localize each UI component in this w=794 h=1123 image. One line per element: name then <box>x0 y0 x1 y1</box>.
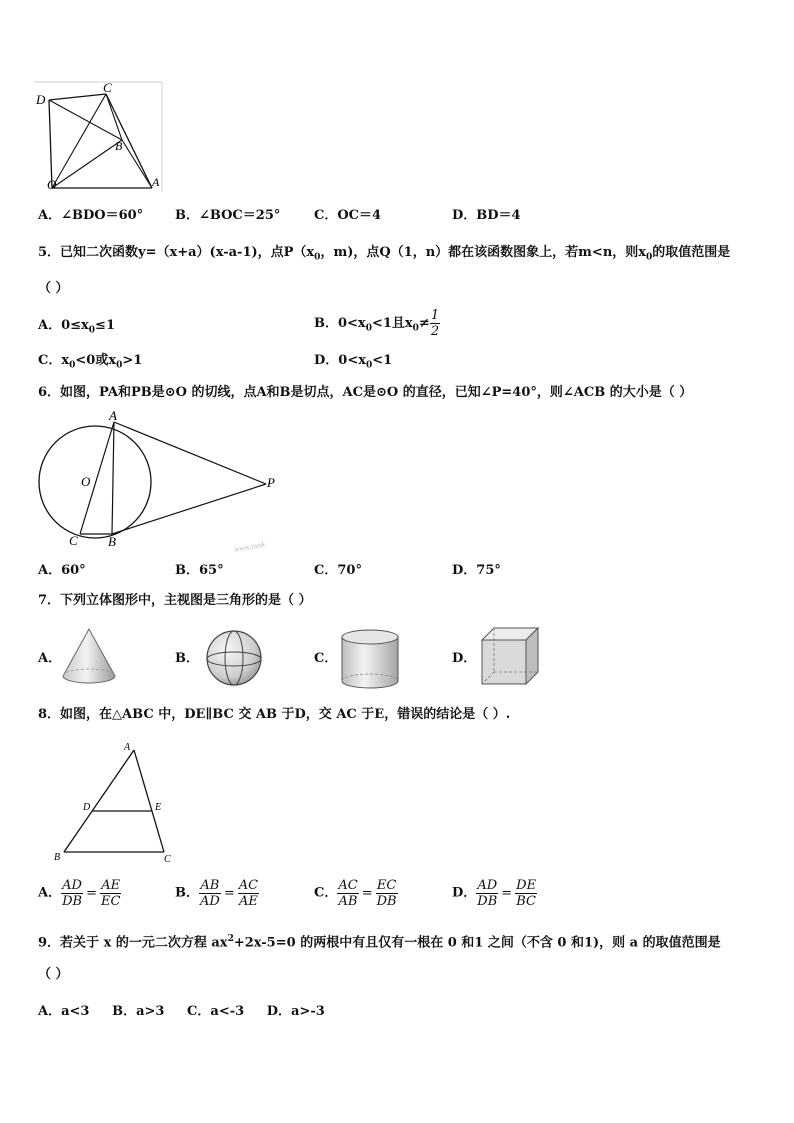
q5-option-a-text: A．0≤x <box>38 318 89 333</box>
q5-option-c-text2: <0或x <box>75 353 117 368</box>
q4-option-d[interactable]: D．BD＝4 <box>452 208 521 223</box>
q8-b-d2: AE <box>238 894 258 909</box>
q4-option-b[interactable]: B．∠BOC＝25° <box>175 208 281 223</box>
q8-option-a-frac2 <box>100 878 121 909</box>
q5-option-c-text3: >1 <box>122 353 143 368</box>
q8-c-d1: AB <box>338 894 358 909</box>
cube-icon <box>478 624 542 688</box>
q8-option-d-frac1 <box>476 878 498 909</box>
q5-option-b-text: B．0<x <box>314 316 366 331</box>
q4-seg-BA <box>122 140 152 188</box>
q8-question: 8．如图，在△ABC 中，DE∥BC 交 AB 于D，交 AC 于E，错误的结论是（ ）. <box>38 707 511 722</box>
q4-figure <box>30 80 170 195</box>
q9-text-2: +2x-5=0 的两根中有且仅有一根在 0 和1 之间（不含 0 和1)，则 a 的取值范围是 <box>233 935 721 951</box>
q8-d-d1: DB <box>477 894 498 909</box>
q8-seg-AC <box>134 750 164 852</box>
q8-option-b-frac2 <box>238 878 259 909</box>
q4-option-c[interactable]: C．OC＝4 <box>314 208 382 223</box>
q5-option-d-text: D．0<x <box>314 353 366 368</box>
q6-tangent-PB <box>112 484 266 534</box>
q8-option-b-frac1 <box>199 878 221 909</box>
q6-option-d[interactable]: D．75° <box>452 563 501 578</box>
q8-option-c-frac1 <box>337 878 358 909</box>
q8-a-n2: AE <box>101 878 121 893</box>
q5-frac-den: 2 <box>430 324 440 339</box>
q8-a-eq: = <box>86 885 97 901</box>
q5-option-a[interactable] <box>38 317 115 340</box>
q8-d-n1: AD <box>477 878 498 893</box>
q5-option-a-text2: ≤1 <box>95 318 115 333</box>
q8-option-c-label: C． <box>314 885 338 901</box>
q8-label-A: A <box>124 742 131 753</box>
q8-d-d2: BC <box>516 894 536 909</box>
q8-label-B: B <box>54 852 61 863</box>
q6-option-b[interactable]: B．65° <box>175 563 224 578</box>
q5-option-b-sub1: 0 <box>365 323 372 334</box>
q8-option-d-frac2 <box>515 878 537 909</box>
q9-question <box>38 930 721 952</box>
q8-option-d[interactable] <box>452 878 537 909</box>
q8-c-d2: DB <box>376 894 397 909</box>
q7-option-c[interactable]: C． <box>314 651 338 666</box>
q4-seg-CA <box>106 94 152 188</box>
q5-option-d-text2: <1 <box>372 353 393 368</box>
q9-paren: （ ） <box>38 967 69 982</box>
q5-option-b-fraction <box>430 308 440 339</box>
q4-option-a[interactable]: A．∠BDO＝60° <box>38 208 144 223</box>
q4-seg-DB <box>49 100 122 140</box>
q4-label-B: B <box>115 139 123 153</box>
q5-option-a-sub: 0 <box>88 325 96 336</box>
q4-label-A: A <box>152 175 160 189</box>
q4-label-D: D <box>36 92 46 107</box>
q5-option-c[interactable] <box>38 352 142 375</box>
q9-sup: 2 <box>227 934 234 944</box>
q5-option-c-sub1: 0 <box>69 360 76 371</box>
q6-figure <box>30 408 290 558</box>
q7-question: 7．下列立体图形中，主视图是三角形的是（ ） <box>38 593 312 608</box>
q8-d-n2: DE <box>516 878 537 893</box>
q5-option-c-text: C．x <box>38 353 70 368</box>
q6-question: 6．如图，PA和PB是⊙O 的切线，点A和B是切点，AC是⊙O 的直径，已知∠P=40°，则∠ACB 的大小是（ ） <box>38 385 693 400</box>
q8-b-n2: AC <box>238 878 259 893</box>
q6-circle-O <box>39 426 151 538</box>
q4-seg-DC <box>49 94 106 100</box>
q5-option-d-sub: 0 <box>365 360 373 371</box>
q4-label-C: C <box>103 80 112 95</box>
q6-label-C: C <box>69 533 78 548</box>
q9-options[interactable]: A．a<3 B．a>3 C．a<-3 D．a>-3 <box>38 1004 325 1019</box>
q8-a-d2: EC <box>100 894 121 909</box>
sphere-icon <box>204 628 264 688</box>
q5-sub-1: 0 <box>314 252 321 263</box>
q5-text-1: 5．已知二次函数y=（x+a）(x-a-1)，点P（x <box>38 245 315 260</box>
q4-seg-OB <box>52 140 122 188</box>
q8-option-a-frac1 <box>61 878 83 909</box>
q7-option-b[interactable]: B． <box>175 651 199 666</box>
q8-c-n2: EC <box>376 878 397 893</box>
q8-option-d-label: D． <box>452 885 477 901</box>
q8-figure <box>46 738 186 866</box>
q8-option-b-label: B． <box>175 885 199 901</box>
cone-icon <box>58 626 120 686</box>
q6-tangent-PA <box>114 422 266 484</box>
q5-option-b-text2: <1且x <box>371 316 413 331</box>
q5-question <box>38 244 730 267</box>
q5-text-2: ，m)，点Q（1，n）都在该函数图象上，若m<n，则x <box>320 245 647 260</box>
cylinder-icon <box>338 627 402 691</box>
q8-label-D: D <box>83 802 91 813</box>
q8-a-d1: DB <box>62 894 83 909</box>
q5-paren: （ ） <box>38 281 69 296</box>
q7-option-d[interactable]: D． <box>452 651 477 666</box>
q5-text-3: 的取值范围是 <box>652 245 731 260</box>
q8-a-n1: AD <box>62 878 82 893</box>
q8-label-E: E <box>155 802 162 813</box>
q8-c-eq: = <box>361 885 373 901</box>
q8-b-eq: = <box>223 885 235 901</box>
q7-option-a[interactable]: A． <box>38 651 62 666</box>
q5-option-b[interactable] <box>314 308 440 339</box>
q5-frac-num: 1 <box>430 308 440 323</box>
q4-seg-OD <box>49 100 52 188</box>
q8-d-eq: = <box>501 885 513 901</box>
q5-option-b-sub2: 0 <box>412 323 419 334</box>
q6-label-A: A <box>109 408 117 423</box>
q6-watermark: www.zxxk <box>233 539 266 554</box>
q8-option-c-frac2 <box>376 878 398 909</box>
q6-option-a[interactable]: A．60° <box>38 563 86 578</box>
q6-seg-AB <box>112 422 114 534</box>
q6-option-c[interactable]: C．70° <box>314 563 362 578</box>
q5-option-d[interactable] <box>314 352 392 375</box>
q8-option-b[interactable] <box>175 878 259 909</box>
q8-b-n1: AB <box>200 878 220 893</box>
q6-label-O: O <box>81 474 91 489</box>
q6-label-B: B <box>108 534 116 549</box>
q4-seg-OC <box>52 94 106 188</box>
q8-b-d1: AD <box>200 894 220 909</box>
q4-label-O: O <box>47 177 57 192</box>
q5-option-c-sub2: 0 <box>116 360 123 371</box>
q8-option-c[interactable] <box>314 878 398 909</box>
q8-option-a[interactable] <box>38 878 121 909</box>
q5-sub-2: 0 <box>646 252 653 263</box>
q8-option-a-label: A． <box>38 885 62 901</box>
q8-c-n1: AC <box>338 878 358 893</box>
q9-text-1: 9．若关于 x 的一元二次方程 ax <box>38 935 228 951</box>
q8-label-C: C <box>164 854 171 865</box>
q8-seg-AB <box>64 750 134 852</box>
q5-option-b-neq: ≠ <box>418 316 430 331</box>
q6-label-P: P <box>267 475 275 490</box>
